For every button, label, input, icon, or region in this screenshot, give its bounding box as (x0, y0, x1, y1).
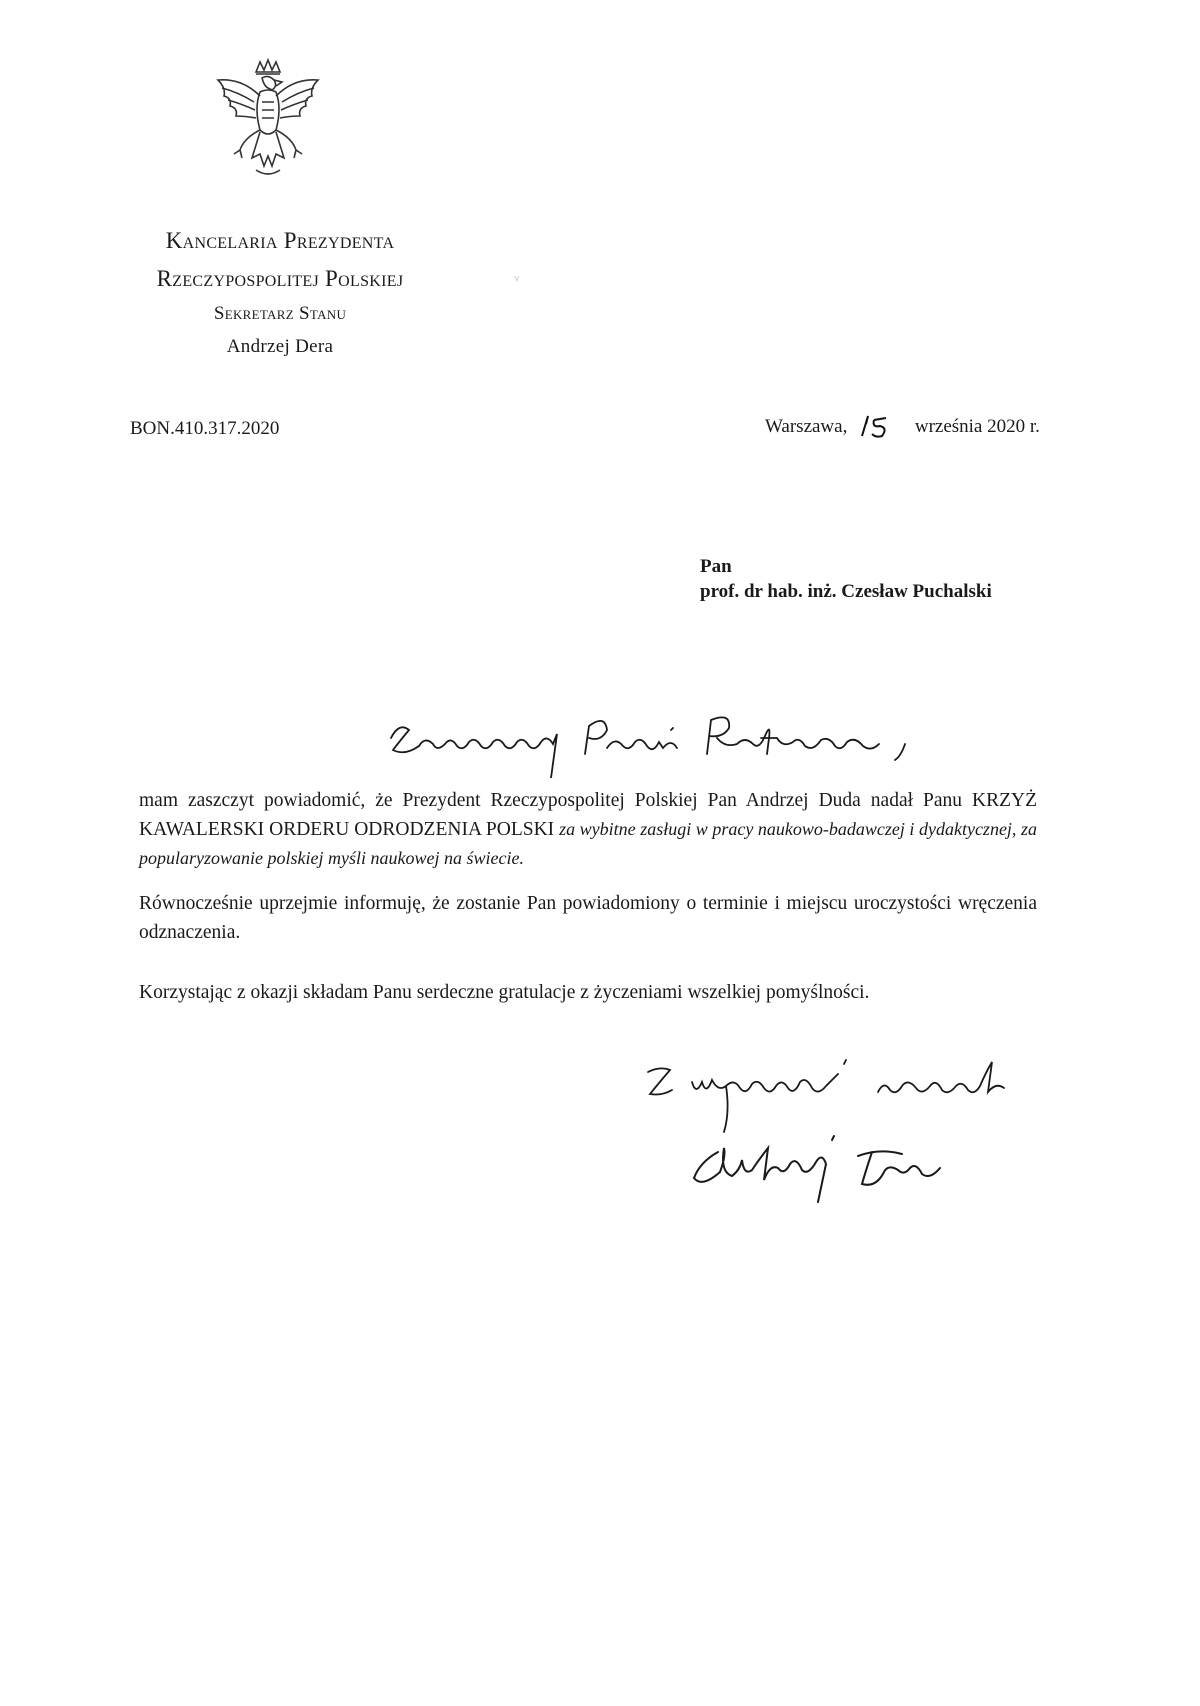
handwritten-salutation (385, 708, 985, 778)
scan-mark: ˅ (514, 274, 520, 285)
letterhead-office (90, 228, 470, 254)
letterhead-position (90, 303, 470, 325)
white-eagle-emblem (198, 58, 338, 198)
addressee-name: prof. dr hab. inż. Czesław Puchalski (700, 581, 992, 602)
reference-number: BON.410.317.2020 (130, 418, 280, 439)
body-paragraph-1 (139, 786, 1037, 873)
date-text: września 2020 r. (914, 416, 1040, 437)
body-paragraph-2: Równocześnie uprzejmie informuję, że zostanie Pan powiadomiony o terminie i miejscu uroczystości wręczenia odznaczenia. (139, 893, 1037, 943)
handwritten-closing-signature (640, 1052, 1120, 1212)
award-justification: za wybitne zasługi w pracy naukowo-badawczej i dydaktycznej, za popularyzowanie polskiej myśli naukowej na świecie. (139, 819, 1037, 868)
award-notice: mam zaszczyt powiadomić, że Prezydent Rzeczypospolitej Polskiej Pan Andrzej Duda nadał Panu KRZYŻ KAWALERSKI ORDERU ODRODZENIA POLSKI (139, 790, 1037, 840)
addressee-title: Pan (700, 556, 732, 577)
handwritten-day (856, 410, 906, 440)
country-name: Rzeczypospolitej Polskiej (156, 266, 404, 291)
office-name: Kancelaria Prezydenta (165, 228, 395, 253)
place-and-date (765, 410, 1040, 440)
letterhead-country (90, 266, 470, 292)
place: Warszawa, (765, 416, 848, 437)
position-title: Sekretarz Stanu (213, 303, 347, 324)
letterhead-person (90, 336, 470, 358)
body-paragraph-3: Korzystając z okazji składam Panu serdeczne gratulacje z życzeniami wszelkiej pomyślności. (139, 982, 870, 1003)
official-name: Andrzej Dera (226, 336, 334, 357)
